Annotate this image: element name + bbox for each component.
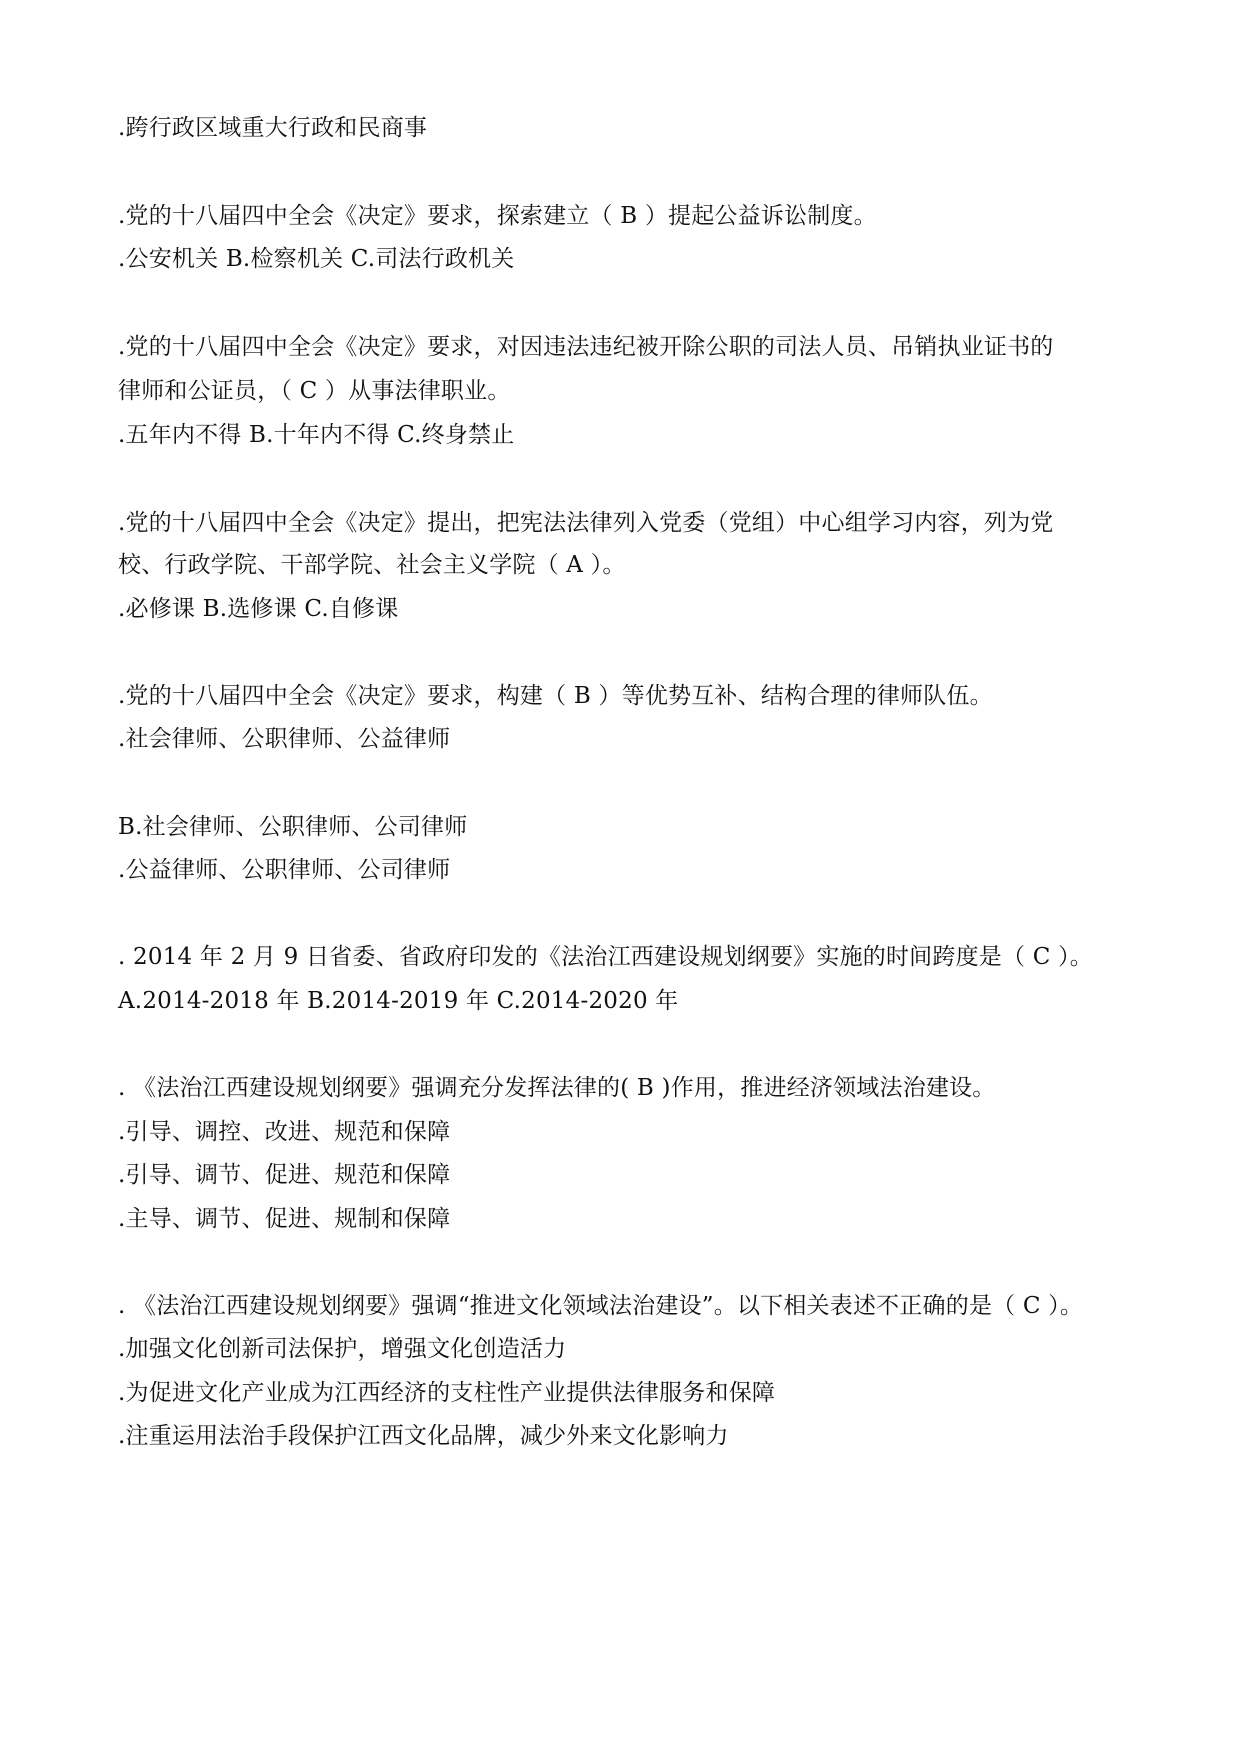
answer-option: .为促进文化产业成为江西经济的支柱性产业提供法律服务和保障 bbox=[118, 1380, 776, 1406]
answer-option: .主导、调节、促进、规制和保障 bbox=[118, 1206, 451, 1232]
answer-option: B.社会律师、公职律师、公司律师 bbox=[118, 814, 468, 840]
answer-option: .加强文化创新司法保护，增强文化创造活力 bbox=[118, 1336, 567, 1362]
answer-option: .公益律师、公职律师、公司律师 bbox=[118, 857, 451, 883]
question-text: .党的十八届四中全会《决定》提出，把宪法法律列入党委（党组）中心组学习内容，列为党 bbox=[118, 510, 1054, 536]
question-text: .党的十八届四中全会《决定》要求，探索建立（ B ）提起公益诉讼制度。 bbox=[118, 203, 877, 229]
question-text: .党的十八届四中全会《决定》要求，构建（ B ）等优势互补、结构合理的律师队伍。 bbox=[118, 683, 993, 709]
question-text: . 《法治江西建设规划纲要》强调“推进文化领域法治建设”。以下相关表述不正确的是（ C ）。 bbox=[118, 1293, 1084, 1319]
question-text: 律师和公证员，（ C ）从事法律职业。 bbox=[118, 378, 511, 404]
question-text: .党的十八届四中全会《决定》要求，对因违法违纪被开除公职的司法人员、吊销执业证书的 bbox=[118, 334, 1054, 360]
question-text: . 2014 年 2 月 9 日省委、省政府印发的《法治江西建设规划纲要》实施的时间跨度是（ C ）。 bbox=[118, 944, 1093, 970]
question-text: 校、行政学院、干部学院、社会主义学院（ A ）。 bbox=[118, 552, 626, 578]
answer-options: .必修课 B.选修课 C.自修课 bbox=[118, 596, 399, 622]
answer-options: .五年内不得 B.十年内不得 C.终身禁止 bbox=[118, 422, 515, 448]
answer-options: A.2014-2018 年 B.2014-2019 年 C.2014-2020 年 bbox=[118, 988, 679, 1014]
answer-option: .引导、调节、促进、规范和保障 bbox=[118, 1162, 451, 1188]
question-text: . 《法治江西建设规划纲要》强调充分发挥法律的( B )作用，推进经济领域法治建设。 bbox=[118, 1075, 996, 1101]
answer-options: .公安机关 B.检察机关 C.司法行政机关 bbox=[118, 246, 515, 272]
text-line: .跨行政区域重大行政和民商事 bbox=[118, 115, 428, 141]
answer-option: .引导、调控、改进、规范和保障 bbox=[118, 1119, 451, 1145]
answer-option: .社会律师、公职律师、公益律师 bbox=[118, 726, 451, 752]
answer-option: .注重运用法治手段保护江西文化品牌，减少外来文化影响力 bbox=[118, 1423, 729, 1449]
